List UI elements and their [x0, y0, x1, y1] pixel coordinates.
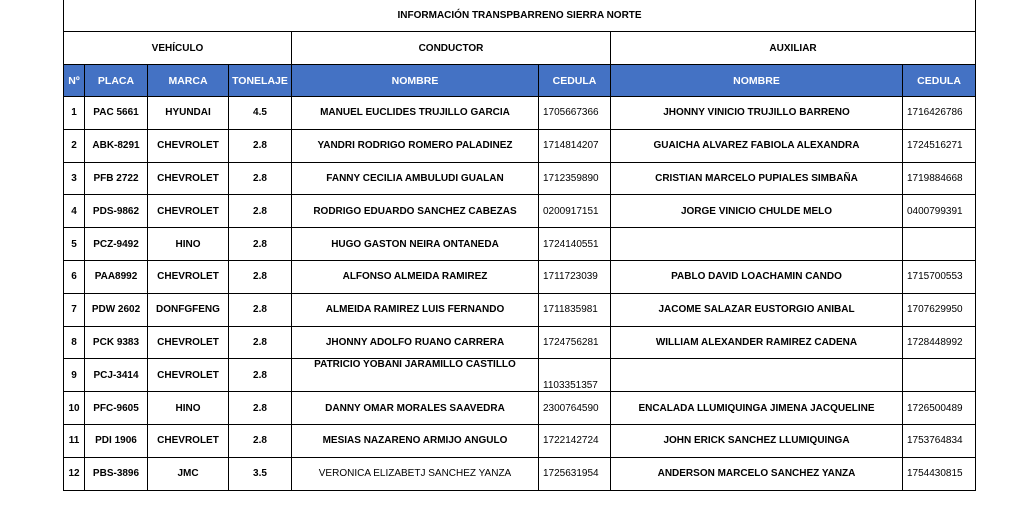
cell-conductor-nombre: ALFONSO ALMEIDA RAMIREZ — [292, 260, 539, 293]
cell-marca: CHEVROLET — [148, 326, 229, 359]
cell-tonelaje: 4.5 — [229, 97, 292, 130]
cell-conductor-nombre: RODRIGO EDUARDO SANCHEZ CABEZAS — [292, 195, 539, 228]
cell-num: 3 — [64, 162, 85, 195]
cell-num: 5 — [64, 228, 85, 261]
cell-conductor-cedula: 1724140551 — [539, 228, 611, 261]
cell-placa: PBS-3896 — [85, 457, 148, 490]
cell-auxiliar-nombre: GUAICHA ALVAREZ FABIOLA ALEXANDRA — [611, 129, 903, 162]
cell-auxiliar-nombre: CRISTIAN MARCELO PUPIALES SIMBAÑA — [611, 162, 903, 195]
cell-conductor-nombre: ALMEIDA RAMIREZ LUIS FERNANDO — [292, 293, 539, 326]
cell-auxiliar-cedula: 1728448992 — [903, 326, 976, 359]
table-row — [64, 359, 976, 392]
cell-auxiliar-cedula: 1715700553 — [903, 260, 976, 293]
cell-marca: CHEVROLET — [148, 260, 229, 293]
cell-conductor-cedula: 0200917151 — [539, 195, 611, 228]
header-num: Nº — [64, 65, 85, 97]
table-row — [64, 162, 976, 195]
cell-placa: PDS-9862 — [85, 195, 148, 228]
cell-num: 11 — [64, 424, 85, 457]
cell-conductor-cedula: 1722142724 — [539, 424, 611, 457]
cell-num: 6 — [64, 260, 85, 293]
group-conductor: CONDUCTOR — [292, 32, 611, 65]
cell-tonelaje: 2.8 — [229, 228, 292, 261]
cell-tonelaje: 2.8 — [229, 392, 292, 425]
cell-tonelaje: 3.5 — [229, 457, 292, 490]
cell-auxiliar-cedula: 1716426786 — [903, 97, 976, 130]
cell-conductor-cedula: 1711835981 — [539, 293, 611, 326]
cell-marca: CHEVROLET — [148, 129, 229, 162]
table-row — [64, 195, 976, 228]
table-row — [64, 392, 976, 425]
cell-marca: CHEVROLET — [148, 424, 229, 457]
cell-auxiliar-nombre: JOHN ERICK SANCHEZ LLUMIQUINGA — [611, 424, 903, 457]
cell-num: 9 — [64, 359, 85, 392]
cell-auxiliar-cedula: 1726500489 — [903, 392, 976, 425]
table-row — [64, 260, 976, 293]
cell-auxiliar-cedula — [903, 228, 976, 261]
cell-marca: CHEVROLET — [148, 162, 229, 195]
cell-placa: ABK-8291 — [85, 129, 148, 162]
cell-marca: DONFGFENG — [148, 293, 229, 326]
cell-placa: PCJ-3414 — [85, 359, 148, 392]
cell-conductor-nombre: VERONICA ELIZABETJ SANCHEZ YANZA — [292, 457, 539, 490]
cell-auxiliar-nombre: JHONNY VINICIO TRUJILLO BARRENO — [611, 97, 903, 130]
cell-num: 12 — [64, 457, 85, 490]
cell-auxiliar-nombre: WILLIAM ALEXANDER RAMIREZ CADENA — [611, 326, 903, 359]
cell-auxiliar-nombre: JORGE VINICIO CHULDE MELO — [611, 195, 903, 228]
cell-auxiliar-cedula: 1754430815 — [903, 457, 976, 490]
header-auxiliar-cedula: CEDULA — [903, 65, 976, 97]
header-tonelaje: TONELAJE — [229, 65, 292, 97]
cell-tonelaje: 2.8 — [229, 293, 292, 326]
cell-num: 8 — [64, 326, 85, 359]
table-row — [64, 228, 976, 261]
cell-auxiliar-nombre: PABLO DAVID LOACHAMIN CANDO — [611, 260, 903, 293]
cell-tonelaje: 2.8 — [229, 195, 292, 228]
cell-placa: PFB 2722 — [85, 162, 148, 195]
cell-placa: PFC-9605 — [85, 392, 148, 425]
cell-conductor-cedula: 1725631954 — [539, 457, 611, 490]
cell-marca: HINO — [148, 392, 229, 425]
cell-conductor-nombre: FANNY CECILIA AMBULUDI GUALAN — [292, 162, 539, 195]
transport-info-table — [63, 0, 976, 491]
cell-conductor-nombre: YANDRI RODRIGO ROMERO PALADINEZ — [292, 129, 539, 162]
cell-conductor-nombre: JHONNY ADOLFO RUANO CARRERA — [292, 326, 539, 359]
cell-placa: PCK 9383 — [85, 326, 148, 359]
sheet-title: INFORMACIÓN TRANSPBARRENO SIERRA NORTE — [64, 0, 976, 32]
cell-tonelaje: 2.8 — [229, 129, 292, 162]
cell-marca: CHEVROLET — [148, 359, 229, 392]
header-conductor-cedula: CEDULA — [539, 65, 611, 97]
header-placa: PLACA — [85, 65, 148, 97]
table-row — [64, 293, 976, 326]
cell-marca: JMC — [148, 457, 229, 490]
table-row — [64, 457, 976, 490]
cell-marca: CHEVROLET — [148, 195, 229, 228]
cell-conductor-nombre: PATRICIO YOBANI JARAMILLO CASTILLO — [292, 359, 539, 392]
cell-auxiliar-nombre — [611, 228, 903, 261]
cell-conductor-nombre: HUGO GASTON NEIRA ONTANEDA — [292, 228, 539, 261]
cell-marca: HYUNDAI — [148, 97, 229, 130]
cell-auxiliar-nombre: ANDERSON MARCELO SANCHEZ YANZA — [611, 457, 903, 490]
cell-num: 4 — [64, 195, 85, 228]
table-row — [64, 326, 976, 359]
cell-num: 7 — [64, 293, 85, 326]
group-vehiculo: VEHÍCULO — [64, 32, 292, 65]
cell-conductor-cedula: 1712359890 — [539, 162, 611, 195]
cell-num: 2 — [64, 129, 85, 162]
cell-auxiliar-cedula — [903, 359, 976, 392]
cell-auxiliar-cedula: 1707629950 — [903, 293, 976, 326]
cell-auxiliar-cedula: 1724516271 — [903, 129, 976, 162]
table-row — [64, 129, 976, 162]
cell-auxiliar-cedula: 1753764834 — [903, 424, 976, 457]
cell-conductor-nombre: MANUEL EUCLIDES TRUJILLO GARCIA — [292, 97, 539, 130]
cell-auxiliar-nombre: ENCALADA LLUMIQUINGA JIMENA JACQUELINE — [611, 392, 903, 425]
cell-conductor-cedula: 2300764590 — [539, 392, 611, 425]
header-auxiliar-nombre: NOMBRE — [611, 65, 903, 97]
cell-conductor-cedula: 1103351357 — [539, 359, 611, 392]
table-row — [64, 424, 976, 457]
header-conductor-nombre: NOMBRE — [292, 65, 539, 97]
cell-conductor-cedula: 1724756281 — [539, 326, 611, 359]
cell-tonelaje: 2.8 — [229, 162, 292, 195]
cell-conductor-cedula: 1711723039 — [539, 260, 611, 293]
cell-placa: PDI 1906 — [85, 424, 148, 457]
cell-placa: PAA8992 — [85, 260, 148, 293]
cell-placa: PAC 5661 — [85, 97, 148, 130]
cell-conductor-nombre: MESIAS NAZARENO ARMIJO ANGULO — [292, 424, 539, 457]
table-row — [64, 97, 976, 130]
cell-auxiliar-cedula: 0400799391 — [903, 195, 976, 228]
cell-placa: PCZ-9492 — [85, 228, 148, 261]
cell-auxiliar-cedula: 1719884668 — [903, 162, 976, 195]
header-marca: MARCA — [148, 65, 229, 97]
cell-num: 10 — [64, 392, 85, 425]
cell-tonelaje: 2.8 — [229, 359, 292, 392]
cell-tonelaje: 2.8 — [229, 326, 292, 359]
group-auxiliar: AUXILIAR — [611, 32, 976, 65]
cell-auxiliar-nombre: JACOME SALAZAR EUSTORGIO ANIBAL — [611, 293, 903, 326]
cell-tonelaje: 2.8 — [229, 260, 292, 293]
cell-marca: HINO — [148, 228, 229, 261]
cell-conductor-cedula: 1714814207 — [539, 129, 611, 162]
cell-num: 1 — [64, 97, 85, 130]
cell-conductor-cedula: 1705667366 — [539, 97, 611, 130]
cell-conductor-nombre: DANNY OMAR MORALES SAAVEDRA — [292, 392, 539, 425]
cell-auxiliar-nombre — [611, 359, 903, 392]
cell-placa: PDW 2602 — [85, 293, 148, 326]
cell-tonelaje: 2.8 — [229, 424, 292, 457]
